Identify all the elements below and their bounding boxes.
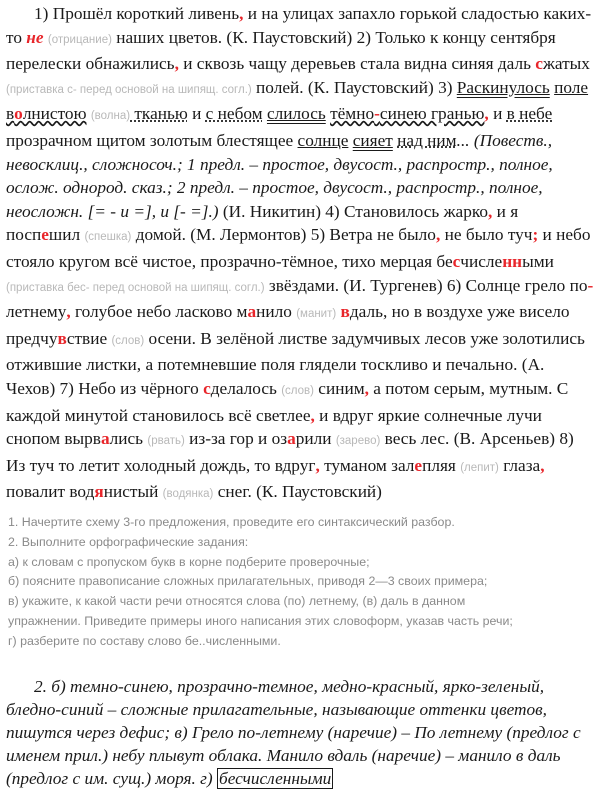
text-segment: нистый	[103, 482, 159, 502]
highlighted-letter: е	[41, 225, 49, 245]
text-segment: туманом зал	[319, 455, 415, 475]
highlighted-punctuation: ,	[239, 4, 244, 23]
highlighted-letter: -	[374, 104, 380, 124]
subject-underlined: поле	[554, 77, 589, 97]
definition-underlined	[6, 104, 86, 123]
task-line: а) к словам с пропуском букв в корне подберите проверочные;	[8, 554, 370, 569]
highlighted-letter: с	[535, 54, 543, 74]
adverbial-underlined: над ним	[397, 130, 457, 150]
task-line: в) укажите, к какой части речи относятся слова (по) летнему, (в) даль в данном	[8, 594, 466, 609]
text-segment: и сквозь чащу деревьев стала видна синяя даль	[178, 54, 536, 74]
text-segment: домой. (М. Лермонтов) 5) Ветра не было	[131, 225, 436, 245]
text-segment: а потом серым, мутным. С каждой минутой становилось всё светлее	[6, 378, 569, 425]
highlighted-punctuation: ,	[435, 225, 441, 245]
text-segment: лнистою	[22, 104, 87, 124]
highlighted-letter: с	[203, 378, 211, 398]
highlighted-punctuation: ,	[315, 455, 320, 475]
hint-note: (лепит)	[460, 461, 499, 474]
highlighted-letter: в	[340, 302, 350, 322]
highlighted-punctuation: ,	[484, 104, 489, 124]
text-segment: жатых	[542, 54, 590, 74]
task-line: 2. Выполните орфографические задания:	[8, 534, 249, 549]
highlighted-letter: не	[26, 27, 44, 47]
text-segment: полей. (К. Паустовский) 3)	[251, 77, 457, 97]
highlighted-letter: а	[287, 429, 296, 449]
adverbial-underlined: в небе	[506, 104, 553, 124]
predicate-underlined: сияет	[352, 130, 393, 150]
highlighted-letter: а	[247, 302, 257, 322]
highlighted-letter: нн	[502, 251, 523, 271]
hint-note: (приставка бес- перед основой на шипящ. согл.)	[6, 281, 265, 294]
text-segment: числе	[460, 251, 503, 271]
text-segment: в	[92, 429, 101, 449]
text-segment: и небо стояло кругом всё чистое, прозрачно-тёмное, тихо мерцая бе	[6, 225, 591, 271]
exercise-paragraph	[6, 2, 596, 507]
text-segment: осени. В зелёной листве задумчивых лесов уже золотились отжившие листки, а потемневшие поля глядели тоскливо и печально. (А. Чехов) 7) Небо из чёрного	[6, 328, 585, 398]
exercise-text	[6, 2, 596, 507]
definition-underlined	[330, 104, 380, 123]
highlighted-letter: о	[14, 104, 23, 124]
highlighted-punctuation: ,	[540, 455, 545, 475]
hint-note: (слов)	[281, 384, 314, 397]
text-segment: из-за гор и оз	[184, 429, 288, 449]
task-line: б) поясните правописание сложных прилагательных, приводя 2—3 своих примера;	[8, 574, 488, 589]
text-segment: прозрачном щитом золотым блестящее	[6, 130, 298, 150]
hint-note: (слов)	[111, 334, 145, 347]
highlighted-punctuation: ,	[364, 378, 369, 398]
hint-note: (волна)	[90, 110, 131, 123]
text-segment: , но в воздухе уже висело предчу	[6, 302, 570, 348]
syntax-analysis: ... (Повеств., невосклиц., сложносоч.; 1 предл. – простое, двусост., распростр., полное, ослож. однород. сказ.; 2 предл. – простое, двусост., распростр., полное, неосложн. [= - и =], и [- =].)	[6, 130, 553, 221]
highlighted-punctuation: ,	[488, 201, 493, 221]
text-segment: повалит вод	[6, 482, 95, 502]
answer-block	[6, 675, 596, 790]
text-segment: снег. (К. Паустовский)	[213, 482, 382, 502]
text-segment: шил	[48, 225, 81, 245]
hint-note: (водянка)	[162, 488, 214, 501]
highlighted-punctuation: ;	[532, 225, 539, 245]
text-segment: ыми	[522, 251, 554, 271]
predicate-underlined: слилось	[266, 104, 326, 124]
text-segment: не было туч	[440, 225, 533, 245]
text-segment: пляя	[422, 455, 456, 475]
highlighted-letter: в	[57, 328, 67, 348]
text-segment: и вдруг яркие солнечные лучи снопом выр	[6, 405, 542, 449]
text-segment: глаза	[498, 455, 541, 475]
text-segment: рили	[295, 429, 332, 449]
answer-text: 2. б) темно-синею, прозрачно-темное, медно-красный, ярко-зеленый, бледно-синий – сложные прилагательные, называющие оттенки цветов, пишутся через дефис; в) Грело по-летнему (наречие) – По летнему (предлог с именем прил.) небу плывут облака. Манило вдаль (наречие) – манило в даль (предлог с им. сущ.) моря. г)	[6, 677, 581, 788]
text-segment: тёмно	[330, 104, 375, 124]
text-segment: лись	[109, 429, 144, 449]
text-segment: синим	[313, 378, 365, 398]
text-segment: нило	[256, 302, 292, 322]
hint-note: (отрицание)	[47, 33, 112, 46]
text-segment: (И. Никитин) 4) Становилось жарко	[218, 201, 488, 221]
highlighted-letter: с	[452, 251, 461, 271]
text-segment: голубое небо ласково м	[70, 302, 248, 322]
predicate-underlined: Раскинулось	[456, 77, 550, 97]
task-line: 1. Начертите схему 3-го предложения, проведите его синтаксический разбор.	[8, 515, 455, 529]
text-segment: и я посп	[6, 201, 519, 245]
highlighted-punctuation: ,	[310, 405, 315, 425]
text-segment: 1) Прошёл короткий ливень	[34, 4, 240, 23]
text-segment: весь лес. (В. Арсеньев) 8) Из туч то летит холодный дождь, то вдруг	[6, 429, 574, 475]
text-segment: наших цветов. (К. Паустовский) 2) Только к концу сентября перелески обнажились	[6, 27, 556, 74]
hint-note: (манит)	[296, 308, 337, 321]
text-segment: делалось	[210, 378, 277, 398]
hint-note: (спешка)	[84, 231, 132, 244]
text-segment: и	[187, 104, 206, 124]
subject-underlined: солнце	[297, 130, 349, 150]
text-segment: ствие	[66, 328, 108, 348]
adverbial-underlined: тканью	[130, 104, 188, 124]
hint-note: (приставка с- перед основой на шипящ. согл.)	[6, 83, 252, 96]
text-segment: в	[6, 104, 15, 124]
task-list	[8, 513, 596, 652]
text-segment: и на улицах запахло горькой сладостью каких-то	[6, 4, 592, 47]
text-segment: и	[488, 104, 507, 124]
text-segment: даль	[349, 302, 384, 322]
task-line: г) разберите по составу слово бе..численными.	[8, 633, 281, 648]
highlighted-letter: -	[587, 275, 594, 295]
text-segment: звёздами. (И. Тургенев) 6) Солнце грело по	[264, 275, 588, 295]
highlighted-letter: я	[94, 482, 104, 502]
definition-underlined: синею гранью	[379, 104, 485, 124]
highlighted-letter: а	[100, 429, 110, 449]
hint-note: (рвать)	[147, 435, 185, 448]
adverbial-underlined: с небом	[205, 104, 263, 124]
hint-note: (зарево)	[335, 435, 381, 448]
task-line: упражнении. Приведите примеры иного написания этих словоформ, указав часть речи;	[8, 613, 513, 628]
answer-paragraph	[6, 675, 596, 790]
morpheme-analysis-word: бесчисленными	[219, 769, 332, 788]
highlighted-punctuation: ,	[174, 54, 179, 74]
text-segment: летнему	[6, 302, 67, 322]
highlighted-letter: е	[414, 455, 423, 475]
highlighted-punctuation: ,	[66, 302, 71, 322]
